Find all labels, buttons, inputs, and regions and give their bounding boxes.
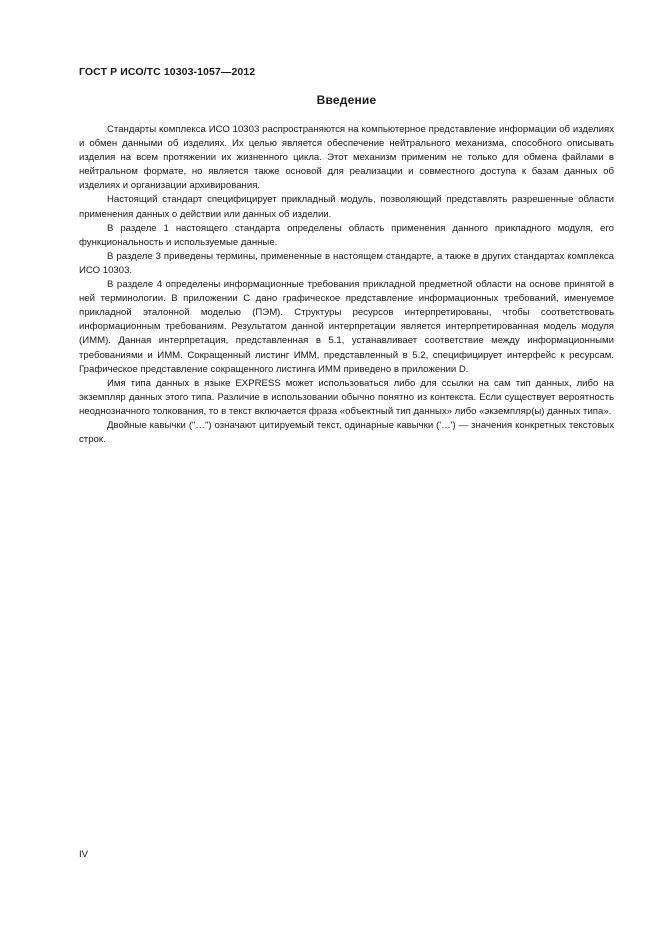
paragraph-7: Двойные кавычки ("…") означают цитируемый текст, одинарные кавычки ('…') — значения конкретных текстовых строк. xyxy=(79,419,614,446)
paragraph-5: В разделе 4 определены информационные требования прикладной предметной области на основе принятой в ней терминологии. В приложении С дано графическое представление информационных требований, именуемое прикладной эталонной моделью (ПЭМ). Структуры ресурсов интерпретированы, чтобы соответствовать информационным требованиям. Результатом данной интерпретации является интерпретированная модель модуля (ИММ). Данная интерпретация, представленная в 5.1, устанавливает соответствие между информационными требованиями и ИММ. Сокращенный листинг ИММ, представленный в 5.2, специфицирует интерфейс к ресурсам. Графическое представление сокращенного листинга ИММ приведено в приложении D. xyxy=(79,279,614,375)
page-number: IV xyxy=(79,849,89,860)
section-title: Введение xyxy=(316,93,377,107)
paragraph-4: В разделе 3 приведены термины, примененные в настоящем стандарте, а также в других стандартах комплекса ИСО 10303. xyxy=(79,250,614,276)
paragraph-2: Настоящий стандарт специфицирует прикладный модуль, позволяющий представлять разрешенные области применения данных о действии или данных об изделии. xyxy=(79,194,614,220)
paragraph-1: Стандарты комплекса ИСО 10303 распространяются на компьютерное представление информации об изделиях и обмен данными об изделиях. Их целью является обеспечение нейтрального механизма, способного описывать изделия на всем протяжении их жизненного цикла. Этот механизм применим не только для обмена файлами в нейтральном формате, но является также основой для реализации и совместного доступа к базам данных об изделиях и организации архивирования. xyxy=(79,124,614,192)
document-header: ГОСТ Р ИСО/ТС 10303-1057—2012 xyxy=(79,66,256,78)
paragraph-3: В разделе 1 настоящего стандарта определены область применения данного прикладного модуля, его функциональность и используемые данные. xyxy=(79,222,614,248)
introduction-body xyxy=(79,123,614,447)
paragraph-6: Имя типа данных в языке EXPRESS может использоваться либо для ссылки на сам тип данных, либо на экземпляр данных этого типа. Различие в использовании обычно понятно из контекста. Если существует вероятность неоднозначного толкования, то в текст включается фраза «объектный тип данных» либо «экземпляр(ы) данных типа». xyxy=(79,377,614,417)
